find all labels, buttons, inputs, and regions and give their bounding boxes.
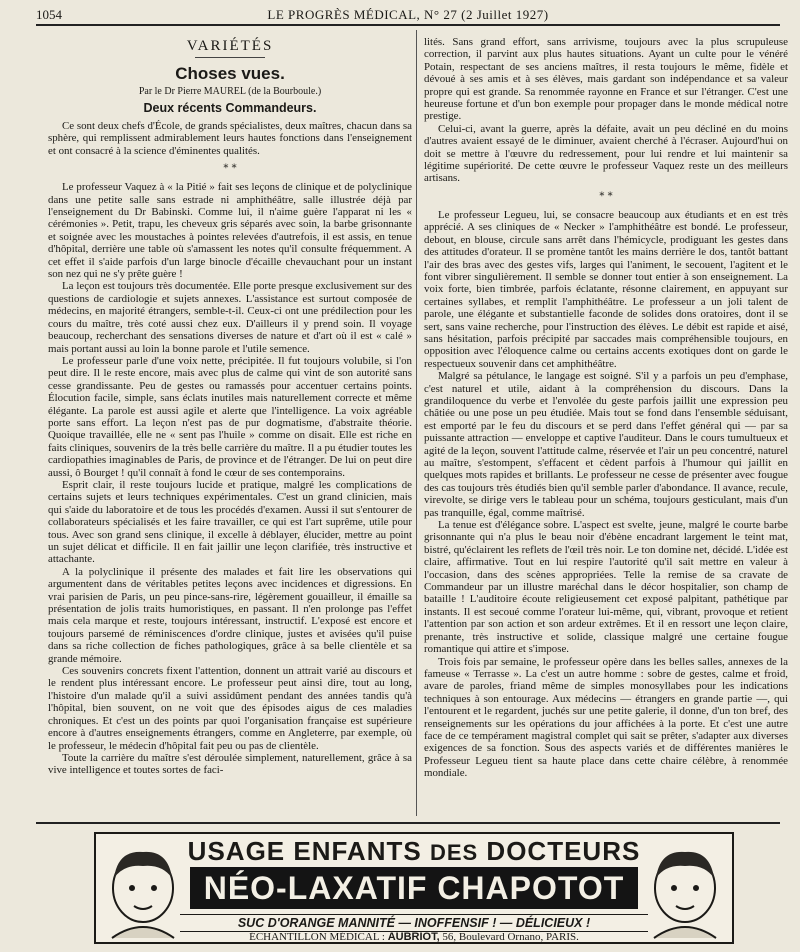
paragraph: La leçon est toujours très documentée. Elle porte presque exclusivement sur des questions de cardiologie et sujets annexes. L'assistance est surtout composée de médecins, en majorité étrangers, semble-t-il. Ceux-ci ont une prédilection pour les cours du maître, très coté aussi chez eux. D'ailleurs il y prend soin. Il voyage beaucoup, recherchant des sensations diverses de nature et d'art où il est « calé » mais portant aussi au loin la bonne parole et l'utile semence.: [48, 280, 412, 355]
paragraph: Le professeur Legueu, lui, se consacre beaucoup aux étudiants et en est très apprécié. A ses cliniques de « Necker » l'amphithéâtre est bondé. Le professeur, debout, en blouse, circule sans arrêt dans l'hémicycle, prodiguant les gestes dans des attitudes d'orateur. Il se promène tantôt les mains derrière le dos, tantôt battant l'air des bras avec des gestes vifs, larges qui l'animent, le secouent, l'agitent et le font vibrer singulièrement. Il semble se donner tout entier à son enseignement. La voix forte, bien timbrée, parfois éclatante, résonne clairement, en appuyant sur certaines syllabes, et remplit l'amphithéâtre. Le professeur a un joli talent de parole, une élégante et substantielle faconde de solides dons oratoires, dont il se sert, sans vaine recherche, pour l'instruction des élèves. Le débit est rapide et aisé, sans hésitation, parfois précipité par saccades mais compréhensible toujours, en opposition avec l'éloquence calme ou certains accents exotiques dont on garde le respectueux souvenir dans cet amphithéâtre.: [424, 208, 788, 370]
paragraph: Ces souvenirs concrets fixent l'attention, donnent un attrait varié au discours et le rendent plus intéressant encore. Le professeur peut ainsi dire, tout au long, l'histoire d'un malade qu'il a suivi assidûment pendant des années tandis qu'à l'hôpital, bien souvent, on ne voit que des épisodes aigus de ces maladies chroniques. Et c'est un des points par quoi l'organisation française est supérieure encore à d'autres enseignements étrangers, comme en Angleterre, par exemple, où le professeur, le médecin d'hôpital fait peu ou pas de clientèle.: [48, 665, 412, 752]
journal-running-title: LE PROGRÈS MÉDICAL, N° 27 (2 Juillet 1927): [267, 7, 549, 22]
section-separator: * *: [599, 190, 613, 202]
advertisement: [94, 832, 734, 944]
header-rule: [36, 24, 780, 26]
paragraph: Le professeur parle d'une voix nette, précipitée. Il fut toujours volubile, si l'on peut dire. Il le reste encore, mais avec plus de calme qui vint de son autorité sans cesse grandissante. Peu de gestes ou ramassés pour accentuer certains points. Élocution facile, simple, sans éclats inutiles mais naturellement correcte et même élégante. La parole est aussi agile et alerte que l'intelligence. La voix agréable porte sans effort. La leçon n'est pas de pur dogmatisme, d'abstraite théorie. Quoique travaillée, elle ne « sent pas l'huile » comme on disait. Elle est riche en faits cliniques, souvenirs de la très belle carrière du maître. Il a pu étudier toutes les cardiopathies imaginables de Paris, de province et de l'étranger. De lui on peut dire aussi, ô Bourget ! qu'il connaît à fond le cœur de ses contemporains.: [48, 354, 412, 479]
paragraph: lités. Sans grand effort, sans arrivisme, toujours avec la plus scrupuleuse correction, il parvint aux plus hautes situations. Ayant un culte pour le vénéré Potain, respectant de ses anciens maîtres, il resta toujours le même, fidèle et dévoué à ses amis et à ses élèves, mais gardant son indépendance et sa valeur propre qui est grande. Sa renommée rayonne en France et sur l'étranger. C'est une heureuse fortune et d'un bon exemple pour propager dans le monde médical notre prestige.: [424, 36, 788, 123]
article-byline: Par le Dr Pierre MAUREL (de la Bourboule.): [138, 86, 322, 97]
paragraph: Le professeur Vaquez à « la Pitié » fait ses leçons de clinique et de polyclinique dans une petite salle sans estrade ni amphithéâtre, salle illustrée déjà par l'enseignement du Dr Babinski. Comme lui, il n'aime guère l'apparat ni les « cérémonies ». Petit, trapu, les cheveux gris séparés avec soin, la barbe grisonnante et soignée avec les moustaches à pointes relevées d'autrefois, il est assis, en tenue d'hôpital, derrière une table où s'amassent les notes qu'il consulte fréquemment. A cet effet il s'aide parfois d'un large binocle d'écaille chevauchant pour un instant son nez qui ne s'y prête guère !: [48, 181, 412, 281]
right-column: [424, 36, 788, 816]
ad-tagline: SUC D'ORANGE MANNITÉ — INOFFENSIF ! — DÉLICIEUX !: [180, 914, 648, 932]
section-heading: VARIÉTÉS: [186, 38, 274, 54]
running-header: [36, 6, 780, 24]
ad-headline: USAGE ENFANTS DES DOCTEURS: [187, 836, 641, 866]
section-separator: * *: [223, 163, 237, 175]
paragraph: Malgré sa pétulance, le langage est soigné. S'il y a parfois un peu d'emphase, c'est naturel et utile, aidant à la compréhension du discours. Dans la grandiloquence du verbe et l'envolée du geste parfois jaillit une expression peu châtiée ou une pose un peu étudiée. Mais tout se fond dans l'ensemble séduisant, est emporté par le feu du discours et se perd dans l'effet général qui — par sa puissante attraction — enveloppe et captive l'auditeur. Dans le cours tumultueux et agité de la leçon, souvent l'attitude calme, réservée et l'air un peu concentré, naturel au maître, s'estompent, s'effacent et cèdent parfois à l'humour qui jaillit en quelques mots rapides et brillants. Le professeur ne cesse de présenter avec fougue des cas toujours très étudiés bien qu'il semble parler d'abondance. Il avance, recule, virevolte, se dirige vers le tableau pour un schéma, toujours gesticulant, mais d'un pas tranquille, égal, comme maîtrisé.: [424, 370, 788, 519]
paragraph: La tenue est d'élégance sobre. L'aspect est svelte, jeune, malgré le courte barbe grisonnante qui n'a plus le beau noir d'ébène encadrant largement le teint mat, bistré, qu'éclairent les reflets de l'œil très noir. Le ton domine net, décidé. L'idée est claire, affirmative. Tout en lui respire l'autorité qu'il sait mettre en valeur à l'occasion, dans des scènes appropriées. Telle la remise de sa cravate de Commandeur par un illustre maréchal dans le décor hospitalier, son champ de bataille ! L'auditoire écoute religieusement cet exposé palpitant, pathétique par instants. Il est secoué comme l'orateur lui-même, qui, vibrant, provoque et retient l'attention par son action et son ardeur extrêmes. Et il en ressort une leçon claire, prenante, très instructive et solide, classique malgré une certaine fougue romantique qui attire et s'impose.: [424, 519, 788, 656]
section-underline: [195, 57, 265, 58]
ad-brand-banner: NÉO-LAXATIF CHAPOTOT: [190, 867, 638, 909]
paragraph: Ce sont deux chefs d'École, de grands spécialistes, deux maîtres, chacun dans sa sphère, qui remplissent admirablement leurs hautes fonctions dans l'enseignement et ont consacré à la science d'éminentes qualités.: [48, 120, 412, 157]
advertisement-rule: [36, 822, 780, 824]
paragraph: Celui-ci, avant la guerre, après la défaite, avait un peu décliné en du moins d'autres avaient essayé de le diminuer, avaient cherché à l'écraser. Aujourd'hui on doit se mettre à l'œuvre du redressement, pour lui rendre et lui maintenir sa légitime supériorité. De cette œuvre le professeur Vaquez reste un des meilleurs artisans.: [424, 122, 788, 185]
paragraph: A la polyclinique il présente des malades et fait lire les observations qui argumentent dans de véritables petites leçons avec incidences et digressions. En vrai parisien de Paris, un peu pince-sans-rire, légèrement gouailleur, il émaille sa présentation de jolis traits humoristiques, en passant. Il n'en prolonge pas l'effet mais cela marque et reste, toujours intéressant, instructif. L'exposé est encore et toujours parsemé de réminiscences d'ordre clinique, justes et avisées qu'il puise dans sa riche collection de fiches pathologiques, grâce à sa belle clientèle et sa grande mémoire.: [48, 565, 412, 665]
article-title: Choses vues.: [175, 64, 285, 83]
paragraph: Toute la carrière du maître s'est déroulée simplement, naturellement, grâce à sa vive intelligence et toutes sortes de faci-: [48, 751, 412, 777]
left-column: [48, 30, 412, 816]
column-divider: [416, 30, 417, 816]
ad-sample-address: ÉCHANTILLON MÉDICAL : AUBRIOT, 56, Boulevard Ornano, PARIS.: [249, 931, 579, 943]
paragraph: Esprit clair, il reste toujours lucide et pratique, malgré les complications de certains sujets et leurs techniques expérimentales. C'est un grand clinicien, mais qui s'aide du laboratoire et de tous les procédés d'examen. Aussi il sut s'entourer de collaborateurs spécialisés et les faire travailler, ce qui est l'art suprême, utile pour tous. Avec son grand sens clinique, il excelle à déblayer, élucider, mettre au point un sujet délicat et difficile. Il en fait jaillir une leçon clarifiée, très instructive et attachante.: [48, 478, 412, 566]
paragraph: Trois fois par semaine, le professeur opère dans les belles salles, annexes de la fameuse « Terrasse ». La c'est un autre homme : sobre de gestes, calme et froid, avare de paroles, friand même de simples monosyllabes pour les indications techniques à son entourage. Aux médecins — étrangers en grande partie —, qui l'entourent et le regardent, juchés sur une petite galerie, il donne, d'un ton bref, des renseignements sur les opérations du jour affichées à la porte. Et c'est une autre face de ce tempérament magistral complet qui sait se prêter, s'adapter aux diverses exigences de sa fonction. Sous des aspects variés et de différentes manières le Professeur Legueu tient sa haute place dans cette chaire célèbre, à renommée mondiale.: [424, 655, 788, 780]
article-subtitle: Deux récents Commandeurs.: [143, 101, 317, 115]
page-number: 1054: [36, 7, 62, 22]
